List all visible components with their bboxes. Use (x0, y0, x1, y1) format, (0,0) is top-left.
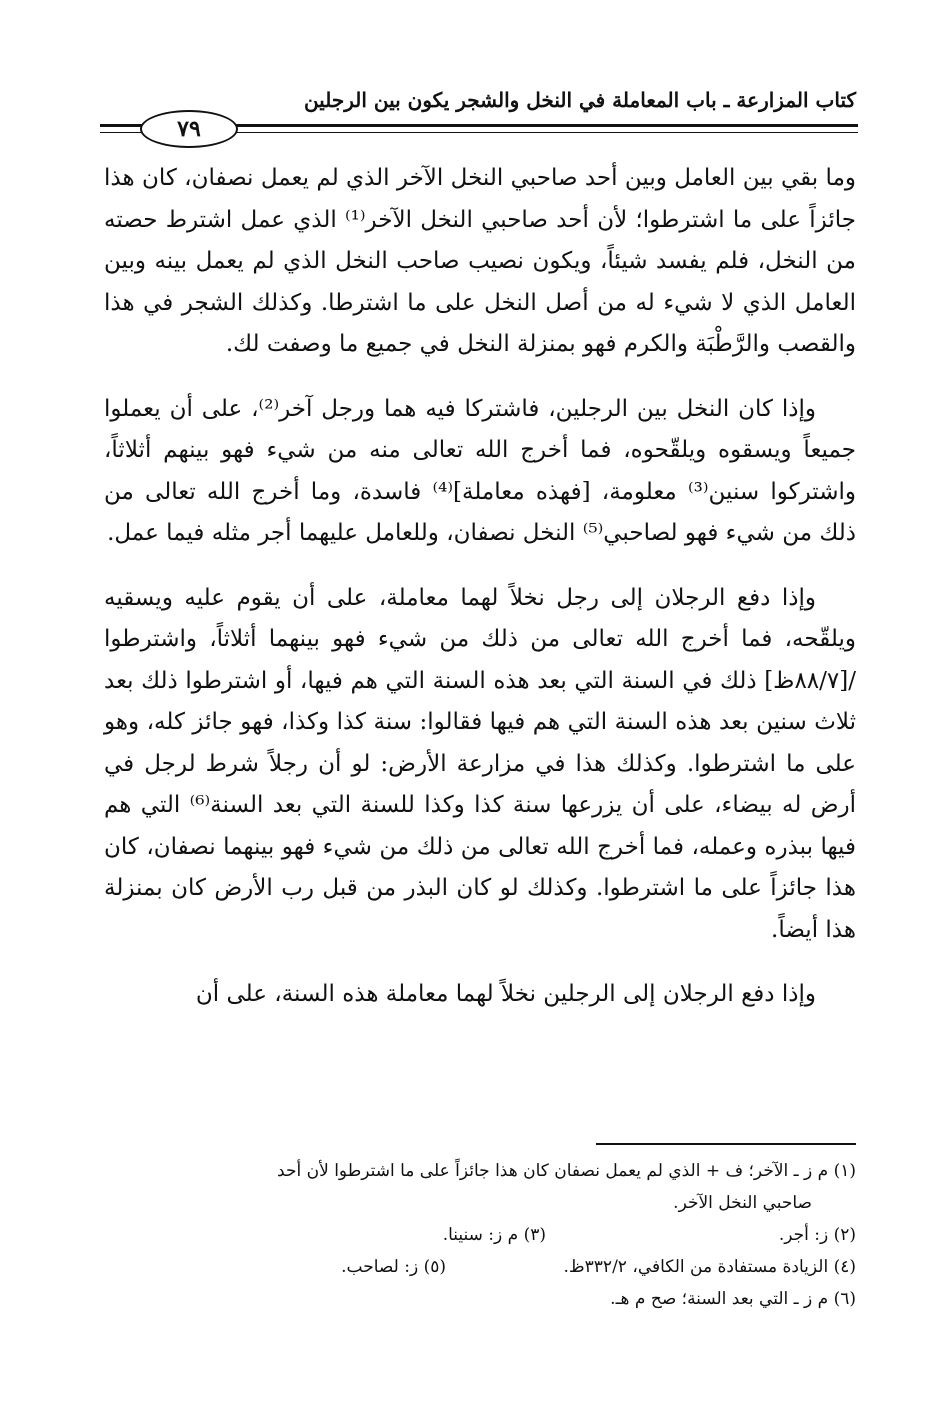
footnote-separator (596, 1143, 856, 1145)
footnote-row (104, 1219, 856, 1251)
paragraph: وإذا دفع الرجلان إلى الرجلين نخلاً لهما معاملة هذه السنة، على أن (195, 981, 816, 1007)
footnote-3: (٣) م ز: سنينا. (442, 1225, 546, 1245)
footnote-1-continuation: صاحبي النخل الآخر. (673, 1193, 812, 1213)
paragraph: وإذا دفع الرجلان إلى رجل نخلاً لهما معاملة، على أن يقوم عليه ويسقيه ويلقّحه، فما أخرج الله تعالى من ذلك من شيء فهو بينهما أثلاثاً، واشترطوا /[٨٨/٧ظ] ذلك في السنة التي بعد هذه السنة التي هم فيها، أو اشترطوا ذلك بعد ثلاث سنين بعد هذه السنة التي هم فيها فقالوا: سنة كذا وكذا، فهو جائز كله، وهو على ما اشترطوا. وكذلك هذا في مزارعة الأرض: لو أن رجلاً شرط لرجل في أرض له بيضاء، على أن يزرعها سنة كذا وكذا للسنة التي بعد السنة⁽⁶⁾ التي هم فيها ببذره وعمله، فما أخرج الله تعالى من ذلك من شيء فهو بينهما نصفان، كان هذا جائزاً على ما اشترطوا. وكذلك لو كان البذر من قبل رب الأرض كان بمنزلة هذا أيضاً. (104, 584, 857, 943)
footnote-1: (١) م ز ـ الآخر؛ ف + الذي لم يعمل نصفان كان هذا جائزاً على ما اشترطوا لأن أحد (277, 1161, 856, 1181)
footnote-2: (٢) ز: أجر. (778, 1225, 856, 1245)
footnote-4: (٤) الزيادة مستفادة من الكافي، ٣٣٢/٢ظ. (563, 1257, 856, 1277)
paragraph: وما بقي بين العامل وبين أحد صاحبي النخل الآخر الذي لم يعمل نصفان، كان هذا جائزاً على ما اشترطوا؛ لأن أحد صاحبي النخل الآخر⁽¹⁾ الذي عمل اشترط حصته من النخل، فلم يفسد شيئاً، ويكون نصيب صاحب النخل الذي لم يعمل بينه وبين العامل الذي لا شيء له من أصل النخل على ما اشترطا. وكذلك الشجر في هذا والقصب والرَّطْبَة والكرم فهو بمنزلة النخل في جميع ما وصفت لك. (104, 165, 857, 357)
footnote-5: (٥) ز: لصاحب. (341, 1257, 446, 1277)
page-number: ٧٩ (140, 110, 238, 148)
footnote-row (104, 1251, 856, 1283)
running-title: كتاب المزارعة ـ باب المعاملة في النخل والشجر يكون بين الرجلين (303, 88, 856, 112)
paragraph: وإذا كان النخل بين الرجلين، فاشتركا فيه هما ورجل آخر⁽²⁾، على أن يعملوا جميعاً ويسقوه ويلقّحوه، فما أخرج الله تعالى منه من شيء فهو بينهم أثلاثاً، واشتركوا سنين⁽³⁾ معلومة، [فهذه معاملة]⁽⁴⁾ فاسدة، وما أخرج الله تعالى من ذلك من شيء فهو لصاحبي⁽⁵⁾ النخل نصفان، وللعامل عليهما أجر مثله فيما عمل. (104, 395, 856, 546)
main-text (104, 158, 856, 1039)
footnotes (104, 1155, 856, 1315)
footnote-6: (٦) م ز ـ التي بعد السنة؛ صح م هـ. (610, 1289, 856, 1309)
